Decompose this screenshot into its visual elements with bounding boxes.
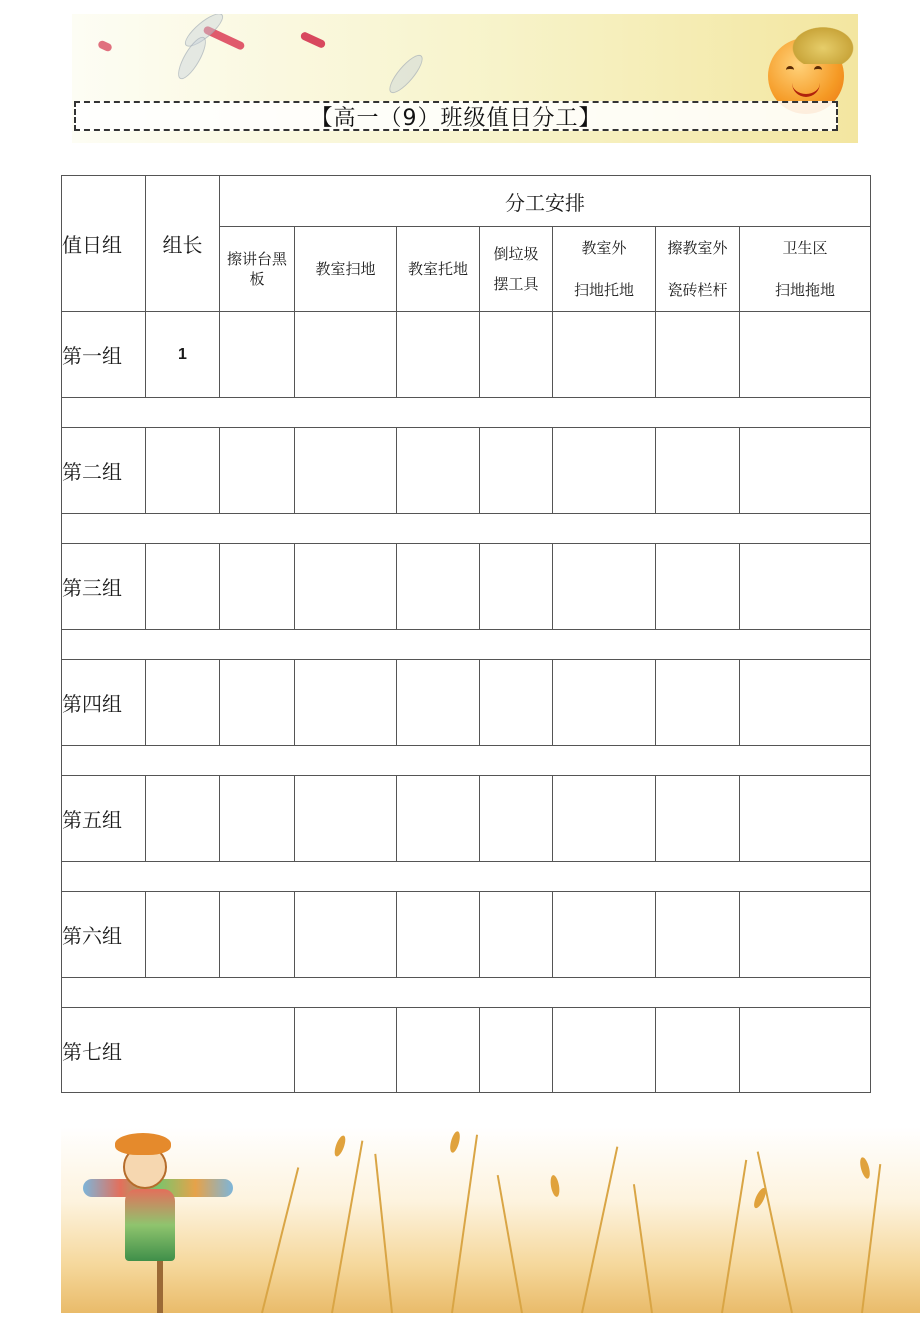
duty-cell (295, 1008, 397, 1093)
wheat-icon (757, 1151, 793, 1313)
header-group: 值日组 (62, 176, 146, 312)
wheat-icon (261, 1167, 299, 1313)
duty-cell (480, 544, 553, 630)
header-banner (72, 14, 858, 143)
table-row (62, 660, 871, 746)
spacer-row (62, 514, 871, 544)
sun-eye (786, 66, 794, 74)
sun-eye (814, 66, 822, 74)
duty-cell (397, 776, 480, 862)
duty-cell (740, 428, 871, 514)
duty-cell (295, 660, 397, 746)
dragonfly-wing (384, 50, 427, 97)
sun-mouth (792, 82, 820, 97)
duty-cell (397, 428, 480, 514)
title-box (74, 101, 838, 131)
wheat-ear (549, 1174, 561, 1197)
task-header: 教室托地 (397, 227, 480, 312)
wheat-icon (721, 1160, 747, 1313)
duty-cell (656, 312, 740, 398)
task-header: 倒垃圾 摆工具 (480, 227, 553, 312)
task-header: 教室外 扫地托地 (553, 227, 656, 312)
duty-cell (480, 312, 553, 398)
duty-cell (553, 892, 656, 978)
duty-cell (397, 1008, 480, 1093)
duty-cell (480, 660, 553, 746)
duty-cell (220, 428, 295, 514)
duty-cell (553, 428, 656, 514)
group-name: 第五组 (62, 776, 146, 862)
wheat-icon (633, 1184, 653, 1313)
duty-cell (656, 428, 740, 514)
wheat-icon (581, 1147, 618, 1313)
header-leader: 组长 (146, 176, 220, 312)
table-row (62, 892, 871, 978)
group-leader: 1 (146, 312, 220, 398)
group-name: 第六组 (62, 892, 146, 978)
task-header: 教室扫地 (295, 227, 397, 312)
duty-cell (656, 1008, 740, 1093)
duty-cell (220, 776, 295, 862)
duty-cell (656, 776, 740, 862)
duty-cell (397, 312, 480, 398)
duty-cell (295, 312, 397, 398)
duty-cell (480, 1008, 553, 1093)
spacer-row (62, 746, 871, 776)
duty-cell (397, 892, 480, 978)
duty-cell (553, 312, 656, 398)
wheat-icon (374, 1154, 393, 1313)
group-leader (146, 544, 220, 630)
duty-cell (220, 892, 295, 978)
table-row (62, 312, 871, 398)
task-header: 擦讲台黑 板 (220, 227, 295, 312)
duty-cell (295, 892, 397, 978)
spacer-row (62, 978, 871, 1008)
duty-cell (740, 312, 871, 398)
duty-cell (553, 660, 656, 746)
wheat-ear (858, 1156, 871, 1179)
group-name: 第三组 (62, 544, 146, 630)
group-name: 第一组 (62, 312, 146, 398)
wheat-icon (497, 1175, 523, 1313)
duty-cell (220, 544, 295, 630)
scarecrow-icon (125, 1189, 175, 1261)
duty-cell (220, 660, 295, 746)
header-tasks: 分工安排 (220, 176, 871, 227)
group-leader (146, 892, 220, 978)
duty-table (61, 175, 871, 1093)
group-name: 第七组 (62, 1008, 295, 1093)
task-header: 擦教室外 瓷砖栏杆 (656, 227, 740, 312)
group-leader (146, 776, 220, 862)
group-leader (146, 660, 220, 746)
group-leader (146, 428, 220, 514)
duty-cell (656, 660, 740, 746)
scarecrow-pole (157, 1257, 163, 1313)
group-name: 第四组 (62, 660, 146, 746)
duty-cell (740, 776, 871, 862)
duty-cell (656, 892, 740, 978)
dragonfly-icon (97, 39, 113, 52)
table-row (62, 776, 871, 862)
duty-cell (553, 1008, 656, 1093)
duty-cell (397, 660, 480, 746)
dragonfly-icon (300, 31, 327, 49)
spacer-row (62, 630, 871, 660)
duty-cell (220, 312, 295, 398)
spacer-row (62, 398, 871, 428)
table-row (62, 1008, 871, 1093)
duty-cell (656, 544, 740, 630)
wheat-ear (448, 1130, 461, 1153)
sun-hat (788, 24, 858, 64)
duty-cell (397, 544, 480, 630)
duty-cell (553, 544, 656, 630)
table-row (62, 544, 871, 630)
wheat-ear (332, 1134, 347, 1157)
duty-cell (295, 544, 397, 630)
spacer-row (62, 862, 871, 892)
wheat-icon (451, 1135, 478, 1313)
footer-illustration (61, 1127, 920, 1313)
duty-cell (740, 1008, 871, 1093)
duty-cell (295, 776, 397, 862)
duty-cell (740, 892, 871, 978)
duty-cell (295, 428, 397, 514)
duty-cell (480, 776, 553, 862)
duty-cell (480, 892, 553, 978)
table-row (62, 428, 871, 514)
duty-cell (480, 428, 553, 514)
task-header: 卫生区 扫地拖地 (740, 227, 871, 312)
duty-cell (740, 660, 871, 746)
scarecrow-hat (115, 1133, 171, 1155)
wheat-icon (331, 1140, 363, 1313)
wheat-icon (861, 1164, 881, 1313)
page-title: 【高一（9）班级值日分工】 (310, 105, 602, 131)
duty-cell (553, 776, 656, 862)
group-name: 第二组 (62, 428, 146, 514)
duty-cell (740, 544, 871, 630)
